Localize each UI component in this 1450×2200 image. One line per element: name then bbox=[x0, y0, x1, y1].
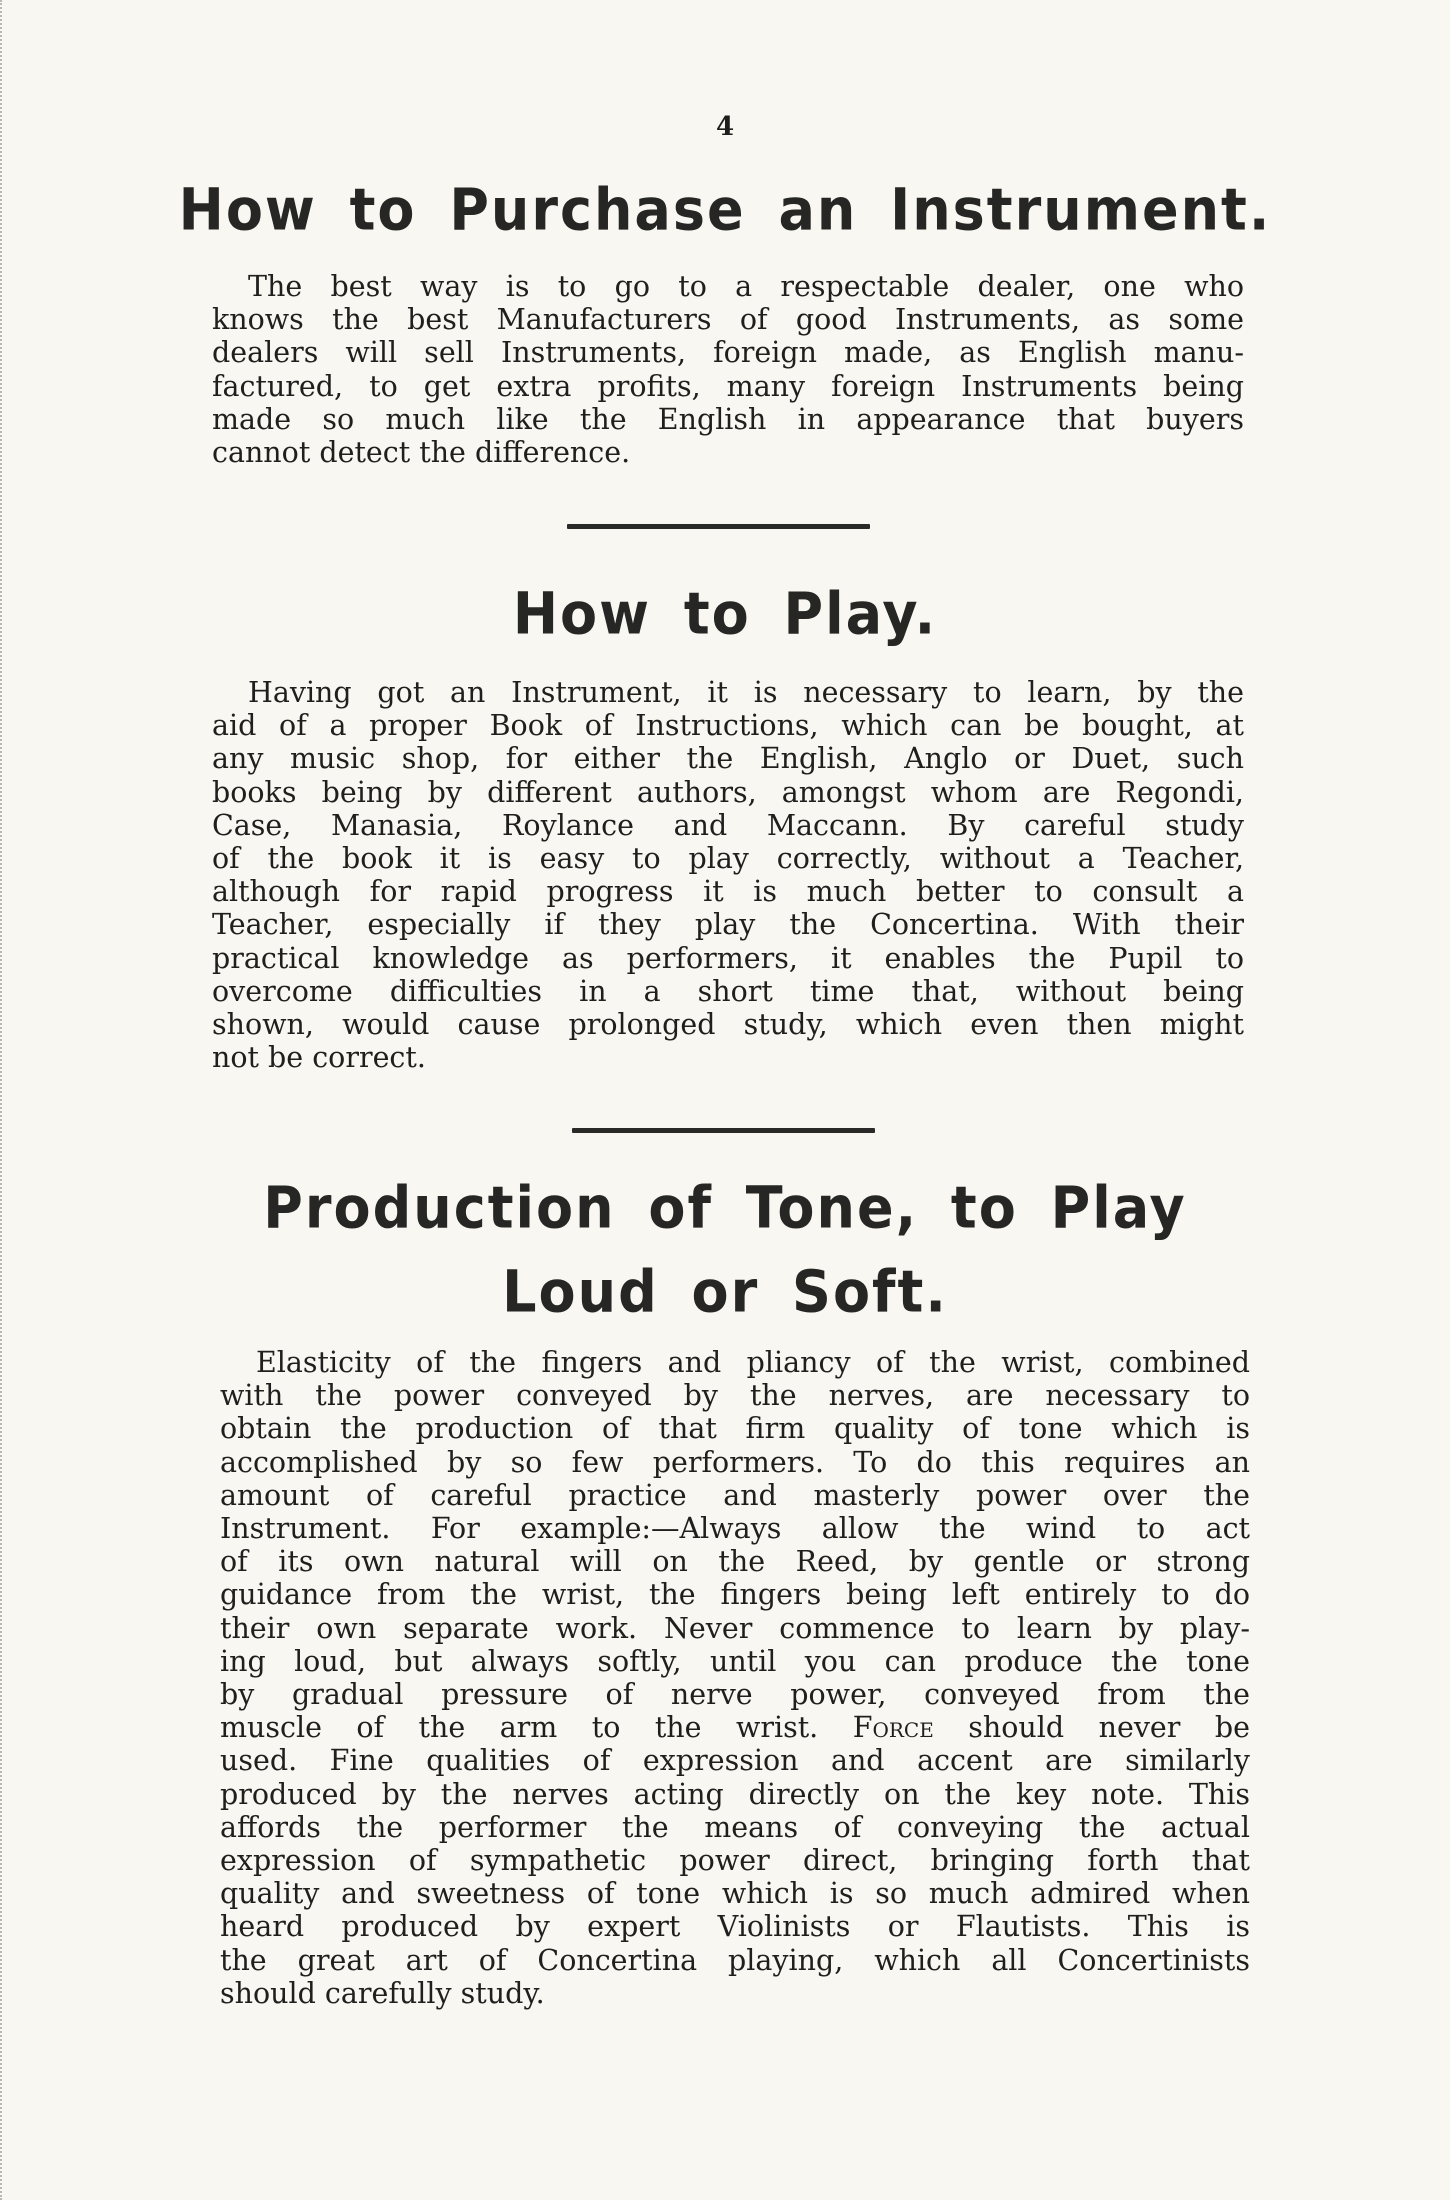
emphasis-force: Force bbox=[852, 1711, 934, 1745]
text-line: the great art of Concertina playing, which all Concertinists bbox=[220, 1943, 1250, 1977]
text-line: amount of careful practice and masterly power over the bbox=[220, 1478, 1250, 1512]
text-line: dealers will sell Instruments, foreign made, as English manu- bbox=[212, 336, 1244, 370]
text-line: not be correct. bbox=[212, 1041, 426, 1075]
section-heading-tone bbox=[150, 1166, 1300, 1334]
text-line: ing loud, but always softly, until you can produce the tone bbox=[220, 1644, 1250, 1678]
text-line: guidance from the wrist, the fingers being left entirely to do bbox=[220, 1578, 1250, 1612]
text-line: their own separate work. Never commence to learn by play- bbox=[220, 1611, 1250, 1645]
text-line: quality and sweetness of tone which is so much admired when bbox=[220, 1877, 1250, 1911]
text-line: factured, to get extra profits, many foreign Instruments being bbox=[212, 369, 1244, 403]
text-line: heard produced by expert Violinists or Flautists. This is bbox=[220, 1910, 1250, 1944]
section-body-tone bbox=[220, 1346, 1250, 2010]
page-number: 4 bbox=[715, 112, 735, 142]
text-line: overcome difficulties in a short time that, without being bbox=[212, 974, 1244, 1008]
text-line: by gradual pressure of nerve power, conveyed from the bbox=[220, 1678, 1250, 1712]
text-line: obtain the production of that firm quality of tone which is bbox=[220, 1412, 1250, 1446]
text-line: used. Fine qualities of expression and accent are similarly bbox=[220, 1744, 1250, 1778]
text-line: muscle of the arm to the wrist. Force should never be bbox=[220, 1711, 1250, 1745]
text-line: of its own natural will on the Reed, by gentle or strong bbox=[220, 1545, 1250, 1579]
text-line: produced by the nerves acting directly on the key note. This bbox=[220, 1777, 1250, 1811]
text-line: should carefully study. bbox=[220, 1976, 545, 2010]
section-divider bbox=[572, 1128, 875, 1133]
text-line: Instrument. For example:—Always allow the wind to act bbox=[220, 1512, 1250, 1546]
text-line: although for rapid progress it is much better to consult a bbox=[212, 875, 1244, 909]
section-heading-play: How to Play. bbox=[512, 579, 938, 648]
text-line: of the book it is easy to play correctly, without a Teacher, bbox=[212, 842, 1244, 876]
text-line: Teacher, especially if they play the Concertina. With their bbox=[212, 908, 1244, 942]
text-line: Elasticity of the fingers and pliancy of the wrist, combined bbox=[256, 1346, 1250, 1379]
text-line: expression of sympathetic power direct, bringing forth that bbox=[220, 1844, 1250, 1878]
section-heading-tone-line2: Loud or Soft. bbox=[502, 1257, 948, 1326]
text-line: knows the best Manufacturers of good Instruments, as some bbox=[212, 303, 1244, 337]
text-line: practical knowledge as performers, it enables the Pupil to bbox=[212, 941, 1244, 975]
text-line: with the power conveyed by the nerves, are necessary to bbox=[220, 1379, 1250, 1413]
page-edge bbox=[0, 0, 6, 2200]
text-line: any music shop, for either the English, Anglo or Duet, such bbox=[212, 742, 1244, 776]
text-line: books being by different authors, amongst whom are Regondi, bbox=[212, 775, 1244, 809]
text-line: Having got an Instrument, it is necessary to learn, by the bbox=[248, 676, 1244, 709]
text-line: aid of a proper Book of Instructions, which can be bought, at bbox=[212, 709, 1244, 743]
section-body-play bbox=[212, 676, 1244, 1074]
section-heading-tone-line1: Production of Tone, to Play bbox=[263, 1173, 1187, 1242]
text-line: The best way is to go to a respectable dealer, one who bbox=[248, 270, 1244, 303]
section-heading-purchase: How to Purchase an Instrument. bbox=[178, 175, 1272, 244]
text-line: cannot detect the difference. bbox=[212, 436, 631, 470]
text-line: made so much like the English in appearance that buyers bbox=[212, 402, 1244, 436]
section-divider bbox=[567, 524, 870, 529]
text-line: accomplished by so few performers. To do this requires an bbox=[220, 1445, 1250, 1479]
section-body-purchase bbox=[212, 270, 1244, 469]
text-line: shown, would cause prolonged study, which even then might bbox=[212, 1008, 1244, 1042]
text-line: Case, Manasia, Roylance and Maccann. By careful study bbox=[212, 808, 1244, 842]
text-line: affords the performer the means of conveying the actual bbox=[220, 1810, 1250, 1844]
